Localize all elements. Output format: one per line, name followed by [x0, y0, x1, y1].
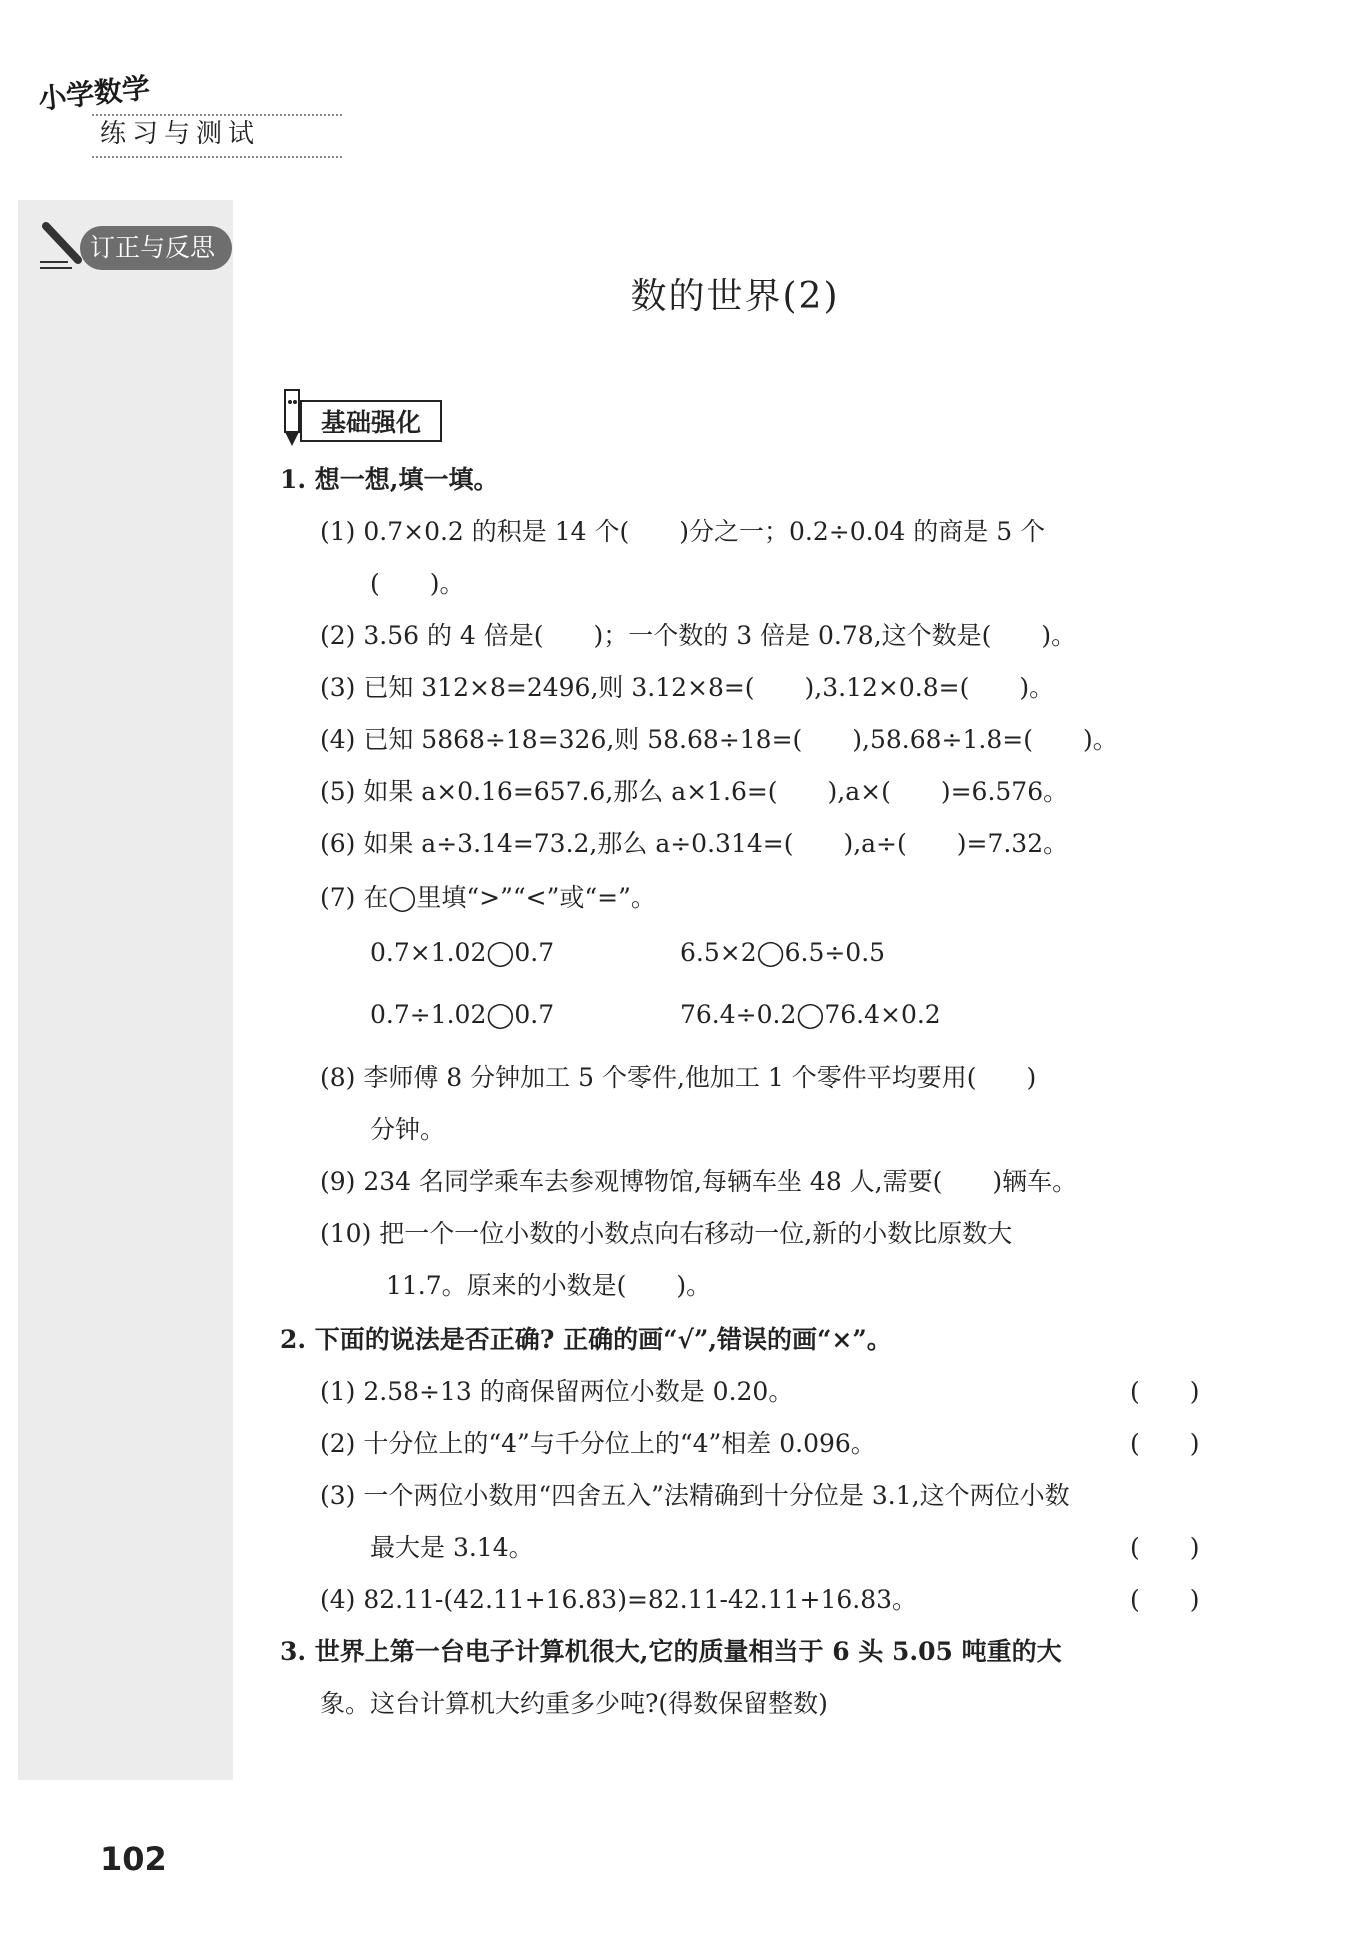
q2-stem: 2. 下面的说法是否正确? 正确的画“√”,错误的画“×”。 — [280, 1325, 892, 1354]
q1-item-8-cont: 分钟。 — [370, 1115, 446, 1144]
page-title: 数的世界(2) — [630, 276, 840, 317]
q2-item-3: (3) 一个两位小数用“四舍五入”法精确到十分位是 3.1,这个两位小数 — [320, 1481, 1070, 1510]
page-number: 102 — [100, 1840, 167, 1878]
q1-item-4: (4) 已知 5868÷18=326,则 58.68÷18=( ),58.68÷1.8=( )。 — [320, 725, 1118, 754]
reflection-sidebar — [18, 200, 233, 1780]
compare-b: 6.5×2◯6.5÷0.5 — [680, 938, 886, 967]
q1-item-9: (9) 234 名同学乘车去参观博物馆,每辆车坐 48 人,需要( )辆车。 — [320, 1167, 1078, 1196]
q2-item-1: (1) 2.58÷13 的商保留两位小数是 0.20。 — [320, 1377, 794, 1406]
book-series-title: 小学数学 — [36, 71, 152, 116]
q1-stem: 1. 想一想,填一填。 — [280, 465, 499, 494]
q1-item-5: (5) 如果 a×0.16=657.6,那么 a×1.6=( ),a×( )=6.576。 — [320, 777, 1069, 806]
q1-item-8: (8) 李师傅 8 分钟加工 5 个零件,他加工 1 个零件平均要用( ) — [320, 1063, 1037, 1092]
reflection-label: 订正与反思 — [80, 226, 232, 270]
q1-item-10-cont: 11.7。原来的小数是( )。 — [386, 1271, 712, 1300]
q3-stem-cont: 象。这台计算机大约重多少吨?(得数保留整数) — [320, 1689, 828, 1718]
q3-stem: 3. 世界上第一台电子计算机很大,它的质量相当于 6 头 5.05 吨重的大 — [280, 1637, 1062, 1666]
q1-item-2: (2) 3.56 的 4 倍是( )；一个数的 3 倍是 0.78,这个数是( )。 — [320, 621, 1077, 650]
q1-item-6: (6) 如果 a÷3.14=73.2,那么 a÷0.314=( ),a÷( )=7.32。 — [320, 829, 1069, 858]
q1-item-7: (7) 在◯里填“>”“<”或“=”。 — [320, 883, 656, 912]
q1-item-10: (10) 把一个一位小数的小数点向右移动一位,新的小数比原数大 — [320, 1219, 1013, 1248]
compare-d: 76.4÷0.2◯76.4×0.2 — [680, 1000, 941, 1029]
section-label: 基础强化 — [300, 400, 442, 442]
q2-item-2: (2) 十分位上的“4”与千分位上的“4”相差 0.096。 — [320, 1429, 876, 1458]
q1-item-1: (1) 0.7×0.2 的积是 14 个( )分之一；0.2÷0.04 的商是 5 个 — [320, 517, 1046, 546]
compare-c: 0.7÷1.02◯0.7 — [370, 1000, 555, 1029]
q2-item-3-cont: 最大是 3.14。 — [370, 1533, 534, 1562]
q2-item-4: (4) 82.11-(42.11+16.83)=82.11-42.11+16.83。 — [320, 1585, 918, 1614]
q1-item-1-cont: ( )。 — [370, 569, 465, 598]
q2-answer-2: ( ) — [1130, 1429, 1200, 1458]
book-subtitle: 练习与测试 — [92, 114, 342, 158]
q2-answer-3: ( ) — [1130, 1533, 1200, 1562]
q1-item-3: (3) 已知 312×8=2496,则 3.12×8=( ),3.12×0.8=( )。 — [320, 673, 1055, 702]
q2-answer-1: ( ) — [1130, 1377, 1200, 1406]
compare-a: 0.7×1.02◯0.7 — [370, 938, 555, 967]
q2-answer-4: ( ) — [1130, 1585, 1200, 1614]
